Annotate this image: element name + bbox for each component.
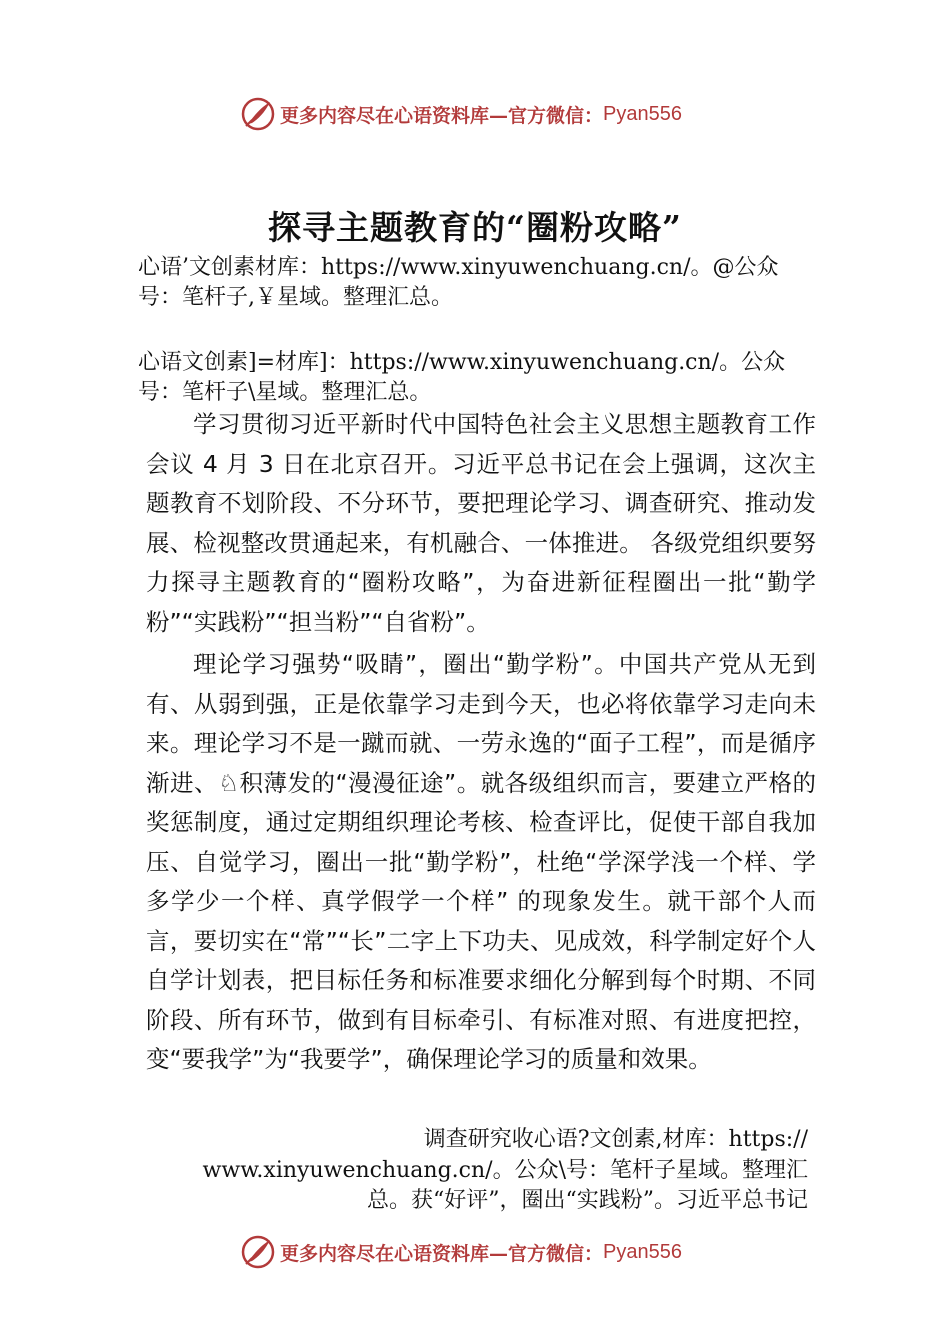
banner-text: 更多内容尽在心语资料库—官方微信： [280, 104, 604, 127]
header-banner [240, 94, 760, 134]
banner-wechat-handle: Pyan556 [603, 1240, 682, 1263]
closing-block [150, 1125, 808, 1217]
paragraph-2: 理论学习强势“吸睛”，圈出“勤学粉”。中国共产党从无到有、从弱到强，正是依靠学习走到今天，也必将依靠学习走向未来。理论学习不是一蹴而就、一劳永逸的“面子工程”，而是循序渐进、♘积薄发的“漫漫征途”。就各级组织而言，要建立严格的奖惩制度，通过定期组织理论考核、检查评比，促使干部自我加压、自觉学习，圈出一批“勤学粉”，杜绝“学深学浅一个样、学多学少一个样、真学假学一个样” 的现象发生。就干部个人而言，要切实在“常”“长”二字上下功夫、见成效，科学制定好个人自学计划表，把目标任务和标准要求细化分解到每个时期、不同阶段、所有环节，做到有目标牵引、有标准对照、有进度把控，变“要我学”为“我要学”，确保理论学习的质量和效果。 [146, 650, 816, 1073]
source-line-1a: 心语’文创素材库：https://www.xinyuwenchuang.cn/。@公众 [138, 255, 779, 280]
source-line-1b: 号：笔杆子,￥星域。整理汇总。 [138, 285, 453, 310]
document-title: 探寻主题教育的“圈粉攻略” [268, 208, 682, 247]
closing-line-3: 总。获“好评”，圈出“实践粉”。习近平总书记 [367, 1188, 808, 1213]
closing-line-2: www.xinyuwenchuang.cn/。公众\号：笔杆子星域。整理汇 [202, 1157, 808, 1183]
quill-logo-icon [240, 96, 276, 132]
banner-text: 更多内容尽在心语资料库—官方微信： [280, 1242, 604, 1265]
source-line-2a: 心语文创素]=材库]：https://www.xinyuwenchuang.cn/。公众 [138, 350, 786, 375]
footer-banner [240, 1232, 760, 1272]
closing-line-1: 调查研究收心语?文创素,材库：https:// [423, 1127, 808, 1152]
source-line-2b: 号：笔杆子\星域。整理汇总。 [138, 380, 432, 405]
banner-wechat-handle: Pyan556 [603, 102, 682, 125]
paragraph-1: 学习贯彻习近平新时代中国特色社会主义思想主题教育工作会议 4 月 3 日在北京召开。习近平总书记在会上强调，这次主题教育不划阶段、不分环节，要把理论学习、调查研究、推动发展、检视整改贯通起来，有机融合、一体推进。 各级党组织要努力探寻主题教育的“圈粉攻略”，为奋进新征程圈出一批“勤学粉”“实践粉”“担当粉”“自省粉”。 [146, 410, 816, 636]
quill-logo-icon [240, 1234, 276, 1270]
